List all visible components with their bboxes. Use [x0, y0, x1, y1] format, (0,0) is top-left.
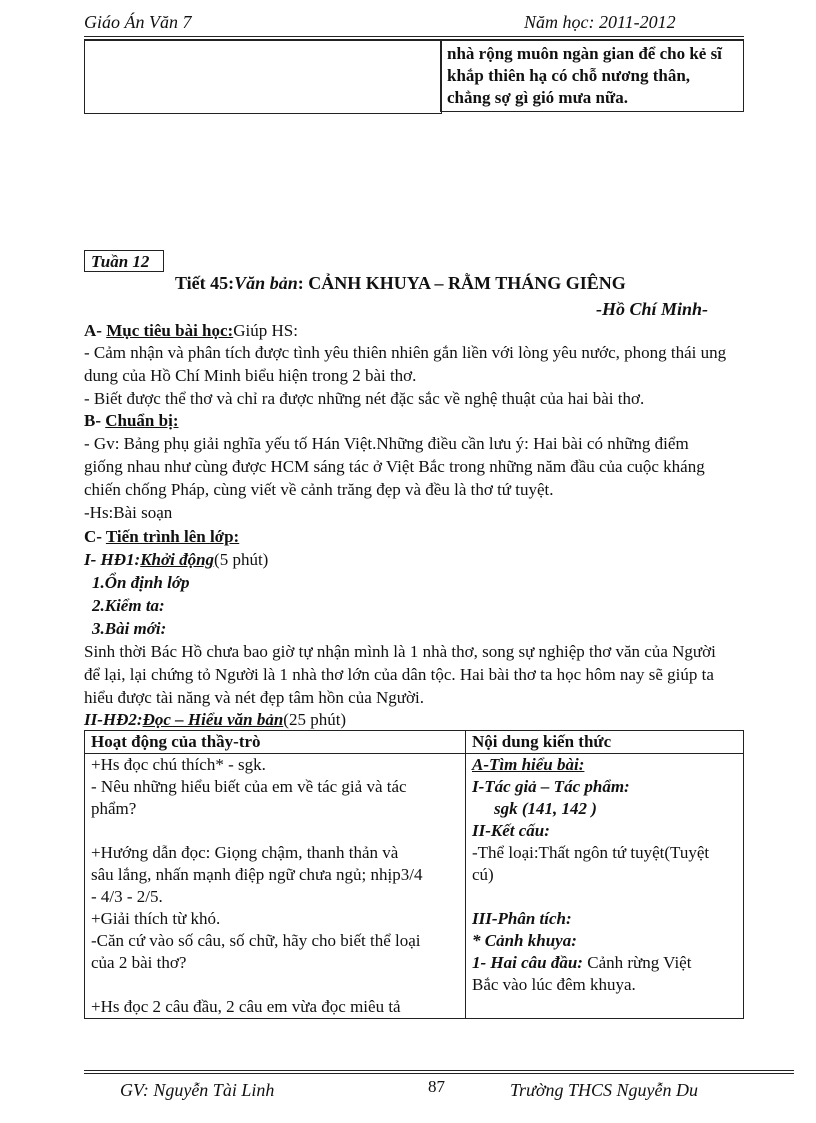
top-line: nhà rộng muôn ngàn gian để cho kẻ sĩ [447, 44, 722, 63]
activity-line: +Hs đọc chú thích* - sgk. [91, 755, 266, 774]
col-header-content: Nội dung kiến thức [466, 731, 744, 754]
header-left: Giáo Án Văn 7 [84, 12, 192, 32]
text-line: hiểu được tài năng và nét đẹp tâm hồn của Người. [84, 688, 424, 707]
activity-line: - Nêu những hiểu biết của em về tác giả và tác [91, 777, 407, 796]
activity-line: +Hs đọc 2 câu đầu, 2 câu em vừa đọc miêu tả [91, 997, 401, 1016]
hd1-item: 2.Kiểm ta: [92, 596, 165, 615]
activity-cell [85, 754, 466, 1019]
top-line: chẳng sợ gì gió mưa nữa. [447, 88, 628, 107]
top-table-left-cell [84, 40, 442, 114]
activity-line: +Giải thích từ khó. [91, 909, 221, 928]
spacer [472, 886, 737, 908]
footer-school: Trường THCS Nguyễn Du [510, 1080, 698, 1100]
author: -Hồ Chí Minh- [596, 299, 709, 319]
activity-line: của 2 bài thơ? [91, 953, 187, 972]
content-heading: II-Kết cấu: [472, 821, 550, 840]
content-line: -Thể loại:Thất ngôn tứ tuyệt(Tuyệt [472, 843, 710, 862]
top-line: khắp thiên hạ có chỗ nương thân, [447, 66, 691, 85]
hd1-heading: I- HĐ1:Khởi động(5 phút) [84, 550, 269, 569]
activity-table [84, 730, 744, 1019]
text-line: chiến chống Pháp, cùng viết về cảnh trăng đẹp và đều là thơ tứ tuyệt. [84, 480, 554, 499]
content-line: cú) [472, 865, 494, 884]
spacer [91, 974, 459, 996]
content-line: 1- Hai câu đầu: Cảnh rừng Việt [472, 953, 692, 972]
text-line: Sinh thời Bác Hồ chưa bao giờ tự nhận mình là 1 nhà thơ, song sự nghiệp thơ văn của Người [84, 642, 716, 661]
lesson-title: Tiết 45:Văn bản: CẢNH KHUYA – RẰM THÁNG GIÊNG [175, 273, 626, 293]
text-line: -Hs:Bài soạn [84, 503, 173, 522]
section-c-heading: C- Tiến trình lên lớp: [84, 527, 240, 546]
activity-line: +Hướng dẫn đọc: Giọng chậm, thanh thản và [91, 843, 399, 862]
text-line: - Cảm nhận và phân tích được tình yêu thiên nhiên gắn liền với lòng yêu nước, phong thái ung [84, 343, 727, 362]
header-right: Năm học: 2011-2012 [524, 12, 676, 32]
col-header-activity: Hoạt động của thầy-trò [85, 731, 466, 754]
footer-rule-thin [84, 1070, 794, 1071]
top-table-right-cell [440, 40, 744, 112]
footer-teacher: GV: Nguyễn Tài Linh [120, 1080, 275, 1100]
content-heading: III-Phân tích: [472, 909, 572, 928]
content-cell [466, 754, 744, 1019]
activity-line: sâu lắng, nhấn mạnh điệp ngữ chưa ngủ; nhịp3/4 [91, 865, 423, 884]
activity-line: - 4/3 - 2/5. [91, 887, 163, 906]
content-heading: A-Tìm hiểu bài: [472, 755, 585, 774]
content-line: sgk (141, 142 ) [494, 799, 597, 818]
section-a-heading: A- Mục tiêu bài học:Giúp HS: [84, 321, 298, 340]
content-heading: I-Tác giả – Tác phẩm: [472, 777, 630, 796]
page-number: 87 [428, 1077, 445, 1096]
footer-rule [84, 1073, 794, 1074]
spacer [91, 820, 459, 842]
text-line: dung của Hồ Chí Minh biểu hiện trong 2 bài thơ. [84, 366, 417, 385]
hd1-item: 1.Ổn định lớp [92, 573, 190, 592]
content-heading: * Cảnh khuya: [472, 931, 577, 950]
text-line: - Biết được thể thơ và chỉ ra được những nét đặc sắc về nghệ thuật của hai bài thơ. [84, 389, 645, 408]
week-box: Tuần 12 [84, 250, 164, 272]
hd1-item: 3.Bài mới: [92, 619, 167, 638]
text-line: để lại, lại chứng tỏ Người là 1 nhà thơ lớn của dân tộc. Hai bài thơ ta học hôm nay sẽ giúp ta [84, 665, 714, 684]
text-line: giống nhau như cùng được HCM sáng tác ở Việt Bắc trong những năm đầu của cuộc kháng [84, 457, 705, 476]
activity-line: -Căn cứ vào số câu, số chữ, hãy cho biết thể loại [91, 931, 421, 950]
content-line: Bắc vào lúc đêm khuya. [472, 975, 636, 994]
activity-line: phẩm? [91, 799, 137, 818]
section-b-heading: B- Chuẩn bị: [84, 411, 179, 430]
text-line: - Gv: Bảng phụ giải nghĩa yếu tố Hán Việt.Những điều cần lưu ý: Hai bài có những điểm [84, 434, 689, 453]
hd2-heading: II-HĐ2:Đọc – Hiểu văn bản(25 phút) [84, 710, 347, 729]
header-rule [84, 36, 744, 37]
